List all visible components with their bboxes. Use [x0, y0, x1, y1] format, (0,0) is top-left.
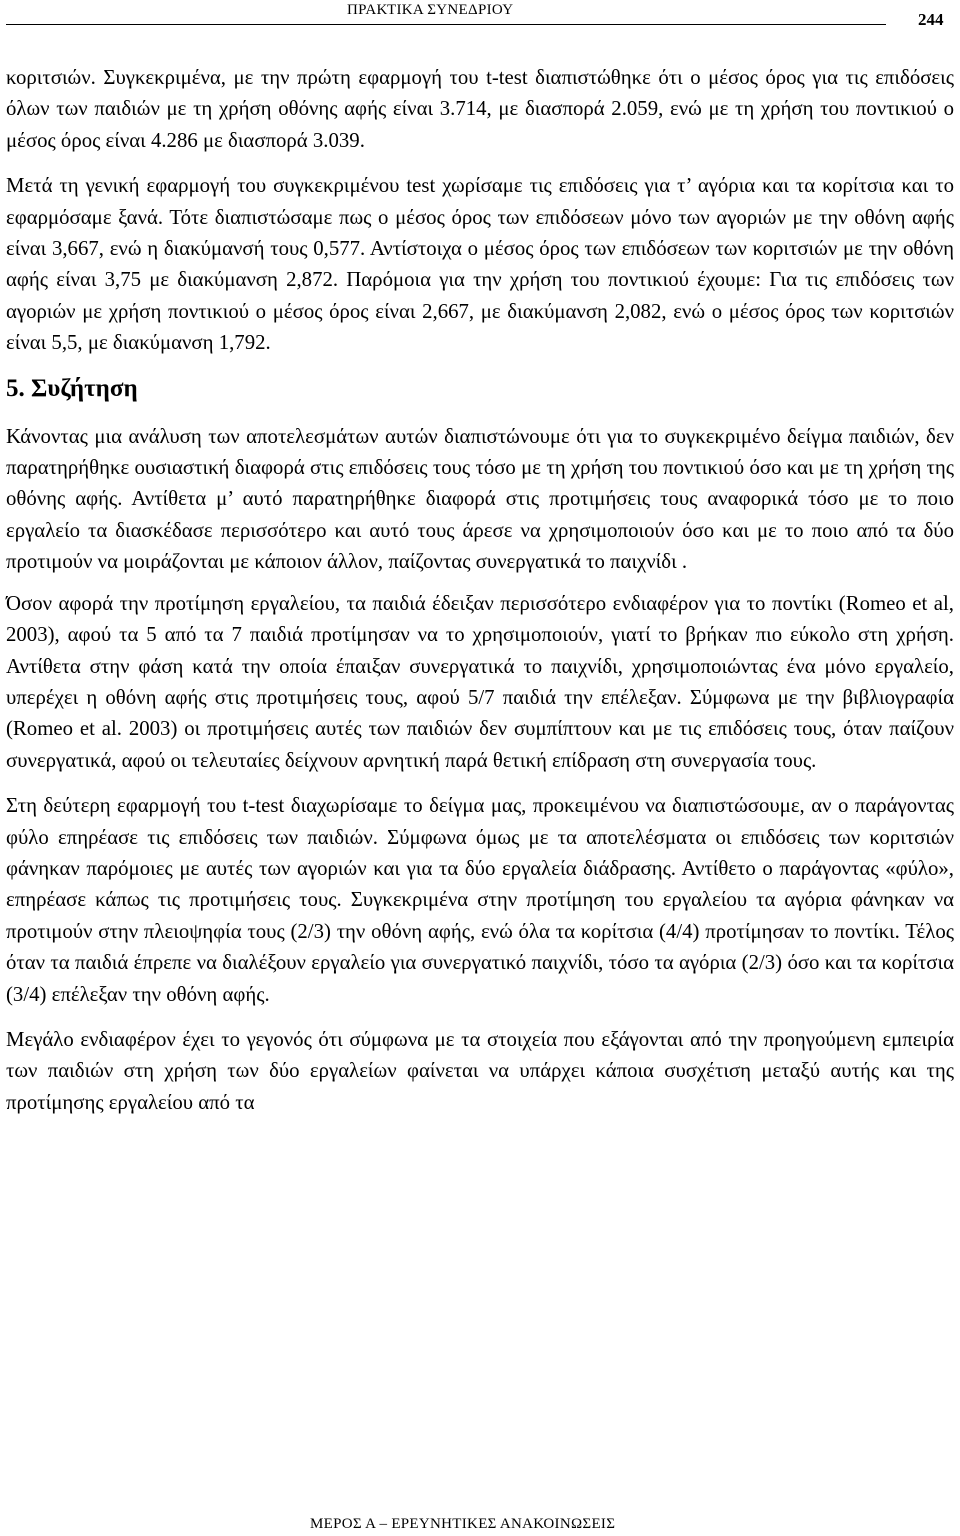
- section-heading: 5. Συζήτηση: [6, 374, 138, 402]
- header-rule: [6, 24, 886, 25]
- paragraph: Μετά τη γενική εφαρμογή του συγκεκριμένου test χωρίσαμε τις επιδόσεις για τ’ αγόρια και τα κορίτσια και το εφαρμόσαμε ξανά. Τότε διαπιστώσαμε πως ο μέσος όρος των επιδόσεων μόνο των αγοριών με την οθόνη αφής είναι 3,667, ενώ η διακύμανσή τους 0,577. Αντίστοιχα ο μέσος όρος των επιδόσεων των κοριτσιών με την οθόνη αφής είναι 3,75 με διακύμανση 2,872. Παρόμοια για την χρήση του ποντικιού έχουμε: Για τις επιδόσεις των αγοριών με χρήση ποντικιού ο μέσος όρος είναι 2,667, με διακύμανση 2,082, ενώ ο μέσος όρος των κοριτσιών είναι 5,5, με διακύμανση 1,792.: [6, 174, 954, 355]
- running-footer: ΜΕΡΟΣ Α – ΕΡΕΥΝΗΤΙΚΕΣ ΑΝΑΚΟΙΝΩΣΕΙΣ: [310, 1516, 616, 1532]
- page-number: 244: [918, 10, 944, 29]
- paragraph: Όσον αφορά την προτίμηση εργαλείου, τα παιδιά έδειξαν περισσότερο ενδιαφέρον για το ποντίκι (Romeo et al, 2003), αφού τα 5 από τα 7 παιδιά προτίμησαν να το χρησιμοποιούν, γιατί το βρήκαν πιο εύκολο στη χρήση. Αντίθετα στην φάση κατά την οποία έπαιξαν συνεργατικά το παιχνίδι, χρησιμοποιώντας ένα μόνο εργαλείο, υπερέχει η οθόνη αφής στις προτιμήσεις τους, αφού 5/7 παιδιά την επέλεξαν. Σύμφωνα με την βιβλιογραφία (Romeo et al. 2003) οι προτιμήσεις αυτές των παιδιών δεν συμπίπτουν και με τις επιδόσεις τους, όταν παίζουν συνεργατικά, αφού οι τελευταίες δείχνουν αρνητική παρά θετική επίδραση στη συνεργασία τους.: [6, 591, 954, 772]
- body-text: [6, 62, 954, 1132]
- paragraph: κοριτσιών. Συγκεκριμένα, με την πρώτη εφαρμογή του t-test διαπιστώθηκε ότι ο μέσος όρος για τις επιδόσεις όλων των παιδιών με τη χρήση οθόνης αφής είναι 3.714, με διασπορά 2.059, ενώ με τη χρήση του ποντικιού ο μέσος όρος είναι 4.286 με διασπορά 3.039.: [6, 66, 954, 152]
- paragraph: Κάνοντας μια ανάλυση των αποτελεσμάτων αυτών διαπιστώνουμε ότι για το συγκεκριμένο δείγμα παιδιών, δεν παρατηρήθηκε ουσιαστική διαφορά στις επιδόσεις τους τόσο με τη χρήση του ποντικιού όσο και με τη χρήση της οθόνης αφής. Αντίθετα μ’ αυτό παρατηρήθηκε διαφορά στις προτιμήσεις τους αναφορικά τόσο με το ποιο εργαλείο τα διασκέδασε περισσότερο και αυτό τους άρεσε να χρησιμοποιούν όσο και με το ποιο από τα δύο προτιμούν να μοιράζονται με κάποιον άλλον, παίζοντας συνεργατικά το παιχνίδι .: [6, 424, 954, 574]
- paragraph: Μεγάλο ενδιαφέρον έχει το γεγονός ότι σύμφωνα με τα στοιχεία που εξάγονται από την προηγούμενη εμπειρία των παιδιών στη χρήση των δύο εργαλείων φαίνεται να υπάρχει κάποια συσχέτιση μεταξύ αυτής και της προτίμησης εργαλείου από τα: [6, 1027, 954, 1114]
- paragraph: Στη δεύτερη εφαρμογή του t-test διαχωρίσαμε το δείγμα μας, προκειμένου να διαπιστώσουμε, αν ο παράγοντας φύλο επηρέασε τις επιδόσεις των παιδιών. Σύμφωνα όμως με τα αποτελέσματα οι επιδόσεις των κοριτσιών φάνηκαν παρόμοιες με αυτές των αγοριών και για τα δύο εργαλεία διάδρασης. Αντίθετο ο παράγοντας «φύλο», επηρέασε κάπως τις προτιμήσεις τους. Συγκεκριμένα στην προτίμηση του εργαλείου τα αγόρια φάνηκαν να προτιμούν στην πλειοψηφία τους (2/3) την οθόνη αφής, ενώ όλα τα κορίτσια (4/4) προτίμησαν το ποντίκι. Τέλος όταν τα παιδιά έπρεπε να διαλέξουν εργαλείο για συνεργατικό παιχνίδι, τόσο τα αγόρια (2/3) όσο και τα κορίτσια (3/4) επέλεξαν την οθόνη αφής.: [6, 794, 954, 1006]
- running-header: ΠΡΑΚΤΙΚΑ ΣΥΝΕΔΡΙΟΥ: [347, 2, 514, 18]
